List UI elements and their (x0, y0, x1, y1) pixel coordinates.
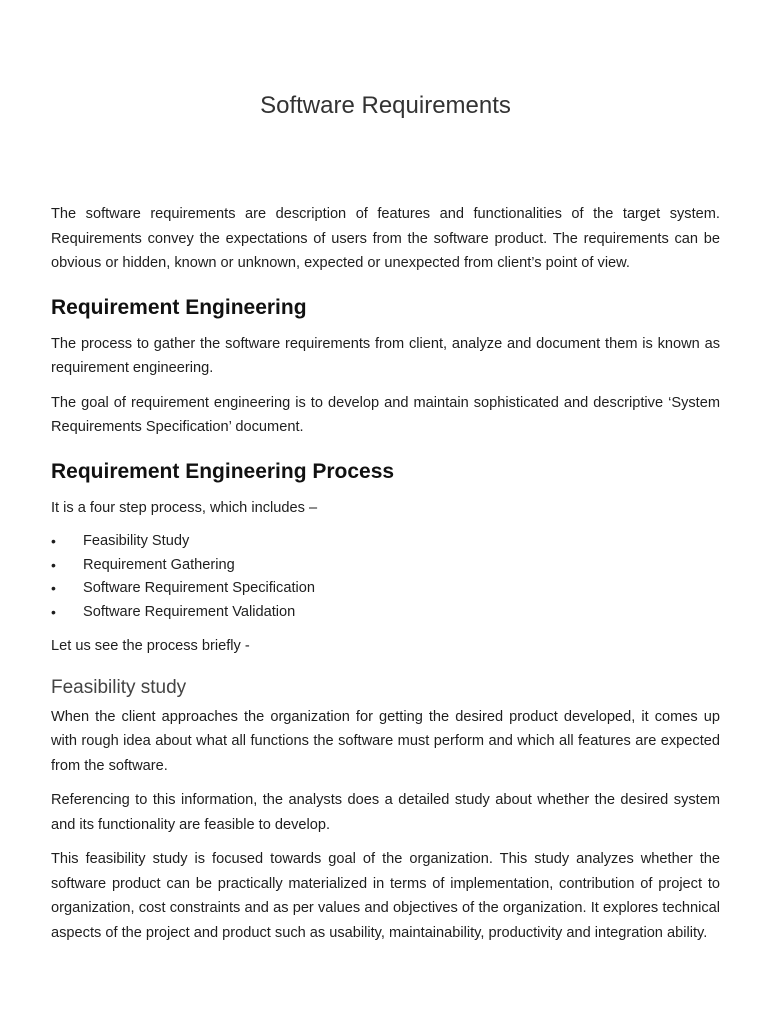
list-item (51, 601, 720, 625)
intro-paragraph: The software requirements are description of features and functionalities of the target system. Requirements convey the expectations of users from the software product. The requirements can be obvious or hidden, known or unknown, expected or unexpected from client’s point of view. (51, 206, 720, 271)
list-item (51, 530, 720, 554)
list-item-label: Requirement Gathering (83, 556, 235, 573)
section-heading-process: Requirement Engineering Process (51, 459, 395, 483)
document-title: Software Requirements (260, 92, 511, 119)
process-lead-paragraph: It is a four step process, which includes – (51, 499, 318, 516)
bullet-icon: • (51, 580, 56, 596)
list-item (51, 577, 720, 601)
list-item-label: Feasibility Study (83, 533, 190, 549)
feasibility-paragraph-2: Referencing to this information, the analysts does a detailed study about whether the desired system and its functionality are feasible to develop. (51, 792, 720, 833)
process-closing-paragraph: Let us see the process briefly - (51, 638, 250, 654)
bullet-icon: • (51, 533, 56, 549)
bullet-icon: • (51, 603, 56, 620)
requirement-engineering-paragraph-1: The process to gather the software requirements from client, analyze and document them is known as requirement engineering. (51, 335, 720, 376)
process-steps-list (51, 530, 720, 624)
subsection-heading-feasibility: Feasibility study (51, 676, 187, 698)
requirement-engineering-paragraph-2: The goal of requirement engineering is to develop and maintain sophisticated and descriptive ‘System Requirements Specification’ document. (51, 394, 720, 435)
feasibility-paragraph-3: This feasibility study is focused towards goal of the organization. This study analyzes whether the software product can be practically materialized in terms of implementation, contribution of project to organization, cost constraints and as per values and objectives of the organization. It explores technical aspects of the project and product such as usability, maintainability, productivity and integration ability. (51, 851, 720, 941)
list-item-label: Software Requirement Validation (83, 603, 296, 620)
feasibility-paragraph-1: When the client approaches the organization for getting the desired product developed, it comes up with rough idea about what all functions the software must perform and which all features are expected from the software. (51, 708, 720, 774)
bullet-icon: • (51, 556, 56, 573)
list-item-label: Software Requirement Specification (83, 580, 315, 596)
list-item (51, 554, 720, 578)
section-heading-requirement-engineering: Requirement Engineering (51, 295, 307, 319)
document-content (51, 202, 720, 955)
